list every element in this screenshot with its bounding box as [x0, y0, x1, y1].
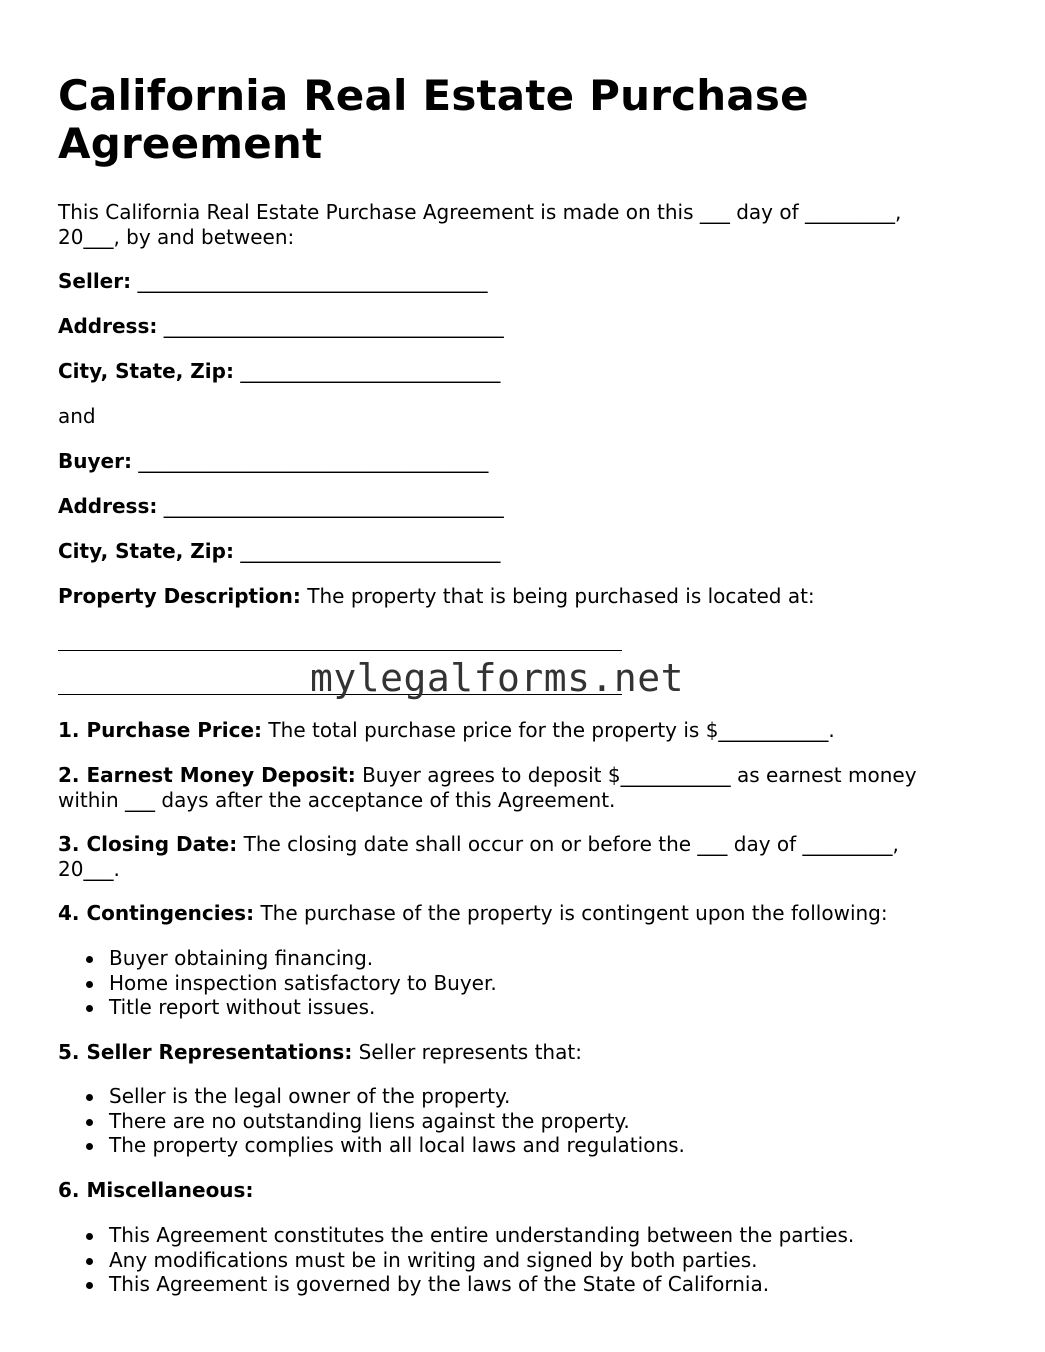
closing-date-label: 3. Closing Date:: [58, 832, 238, 856]
property-address-line-1[interactable]: [58, 650, 622, 651]
seller-representations-section: [58, 1040, 978, 1065]
buyer-name-blank[interactable]: ___________________________________: [138, 449, 489, 473]
list-item: The property complies with all local laws and regulations.: [58, 1133, 958, 1158]
seller-name-label: Seller:: [58, 269, 132, 293]
bullet-icon: [86, 956, 93, 963]
seller-representations-text: Seller represents that:: [352, 1040, 582, 1064]
seller-csz-blank[interactable]: __________________________: [240, 359, 501, 383]
seller-name-blank[interactable]: ___________________________________: [137, 269, 488, 293]
buyer-csz-field: [58, 539, 978, 564]
list-item: There are no outstanding liens against the property.: [58, 1109, 958, 1134]
purchase-price-text: The total purchase price for the property is $___________.: [262, 718, 835, 742]
list-item: Seller is the legal owner of the property.: [58, 1084, 958, 1109]
closing-date-section: [58, 832, 978, 881]
closing-date-text-2: 20___.: [58, 856, 120, 881]
contingencies-label: 4. Contingencies:: [58, 901, 255, 925]
intro-paragraph: [58, 200, 978, 249]
bullet-icon: [86, 1005, 93, 1012]
contingencies-text: The purchase of the property is contingent upon the following:: [254, 901, 888, 925]
buyer-address-field: [58, 494, 978, 519]
list-item: This Agreement is governed by the laws of the State of California.: [58, 1272, 958, 1297]
bullet-icon: [86, 981, 93, 988]
property-description: [58, 584, 978, 609]
bullet-icon: [86, 1282, 93, 1289]
purchase-price-section: [58, 718, 978, 743]
bullet-icon: [86, 1233, 93, 1240]
seller-csz-field: [58, 359, 978, 384]
seller-address-label: Address:: [58, 314, 158, 338]
earnest-money-text-2: within ___ days after the acceptance of this Agreement.: [58, 787, 616, 812]
contingencies-section: [58, 901, 978, 926]
buyer-address-label: Address:: [58, 494, 158, 518]
and-connector: and: [58, 404, 96, 428]
seller-name-field: [58, 269, 978, 294]
miscellaneous-section: [58, 1178, 978, 1203]
earnest-money-text-1: Buyer agrees to deposit $___________ as earnest money: [355, 763, 917, 787]
earnest-money-label: 2. Earnest Money Deposit:: [58, 763, 356, 787]
purchase-price-label: 1. Purchase Price:: [58, 718, 263, 742]
buyer-name-field: [58, 449, 978, 474]
seller-representations-list: [58, 1084, 958, 1158]
bullet-icon: [86, 1119, 93, 1126]
earnest-money-section: [58, 763, 978, 812]
list-item: Buyer obtaining financing.: [58, 946, 958, 971]
list-item: Any modifications must be in writing and signed by both parties.: [58, 1248, 958, 1273]
buyer-address-blank[interactable]: __________________________________: [163, 494, 504, 518]
list-item: Home inspection satisfactory to Buyer.: [58, 971, 958, 996]
list-item: This Agreement constitutes the entire understanding between the parties.: [58, 1223, 958, 1248]
seller-csz-label: City, State, Zip:: [58, 359, 234, 383]
miscellaneous-list: [58, 1223, 958, 1297]
watermark-logo: mylegalforms.net: [310, 656, 685, 700]
list-item: Title report without issues.: [58, 995, 958, 1020]
seller-representations-label: 5. Seller Representations:: [58, 1040, 353, 1064]
seller-address-field: [58, 314, 978, 339]
property-description-text: The property that is being purchased is located at:: [300, 584, 815, 608]
closing-date-text-1: The closing date shall occur on or before the ___ day of _________,: [237, 832, 899, 856]
buyer-csz-blank[interactable]: __________________________: [240, 539, 501, 563]
document-title: California Real Estate Purchase Agreement: [58, 71, 809, 168]
bullet-icon: [86, 1143, 93, 1150]
property-description-label: Property Description:: [58, 584, 301, 608]
buyer-name-label: Buyer:: [58, 449, 132, 473]
bullet-icon: [86, 1094, 93, 1101]
buyer-csz-label: City, State, Zip:: [58, 539, 234, 563]
contingencies-list: [58, 946, 958, 1020]
intro-line-2: 20___, by and between:: [58, 224, 295, 249]
bullet-icon: [86, 1258, 93, 1265]
miscellaneous-label: 6. Miscellaneous:: [58, 1178, 254, 1202]
intro-line-1: This California Real Estate Purchase Agreement is made on this ___ day of _________,: [58, 200, 902, 224]
seller-address-blank[interactable]: __________________________________: [163, 314, 504, 338]
